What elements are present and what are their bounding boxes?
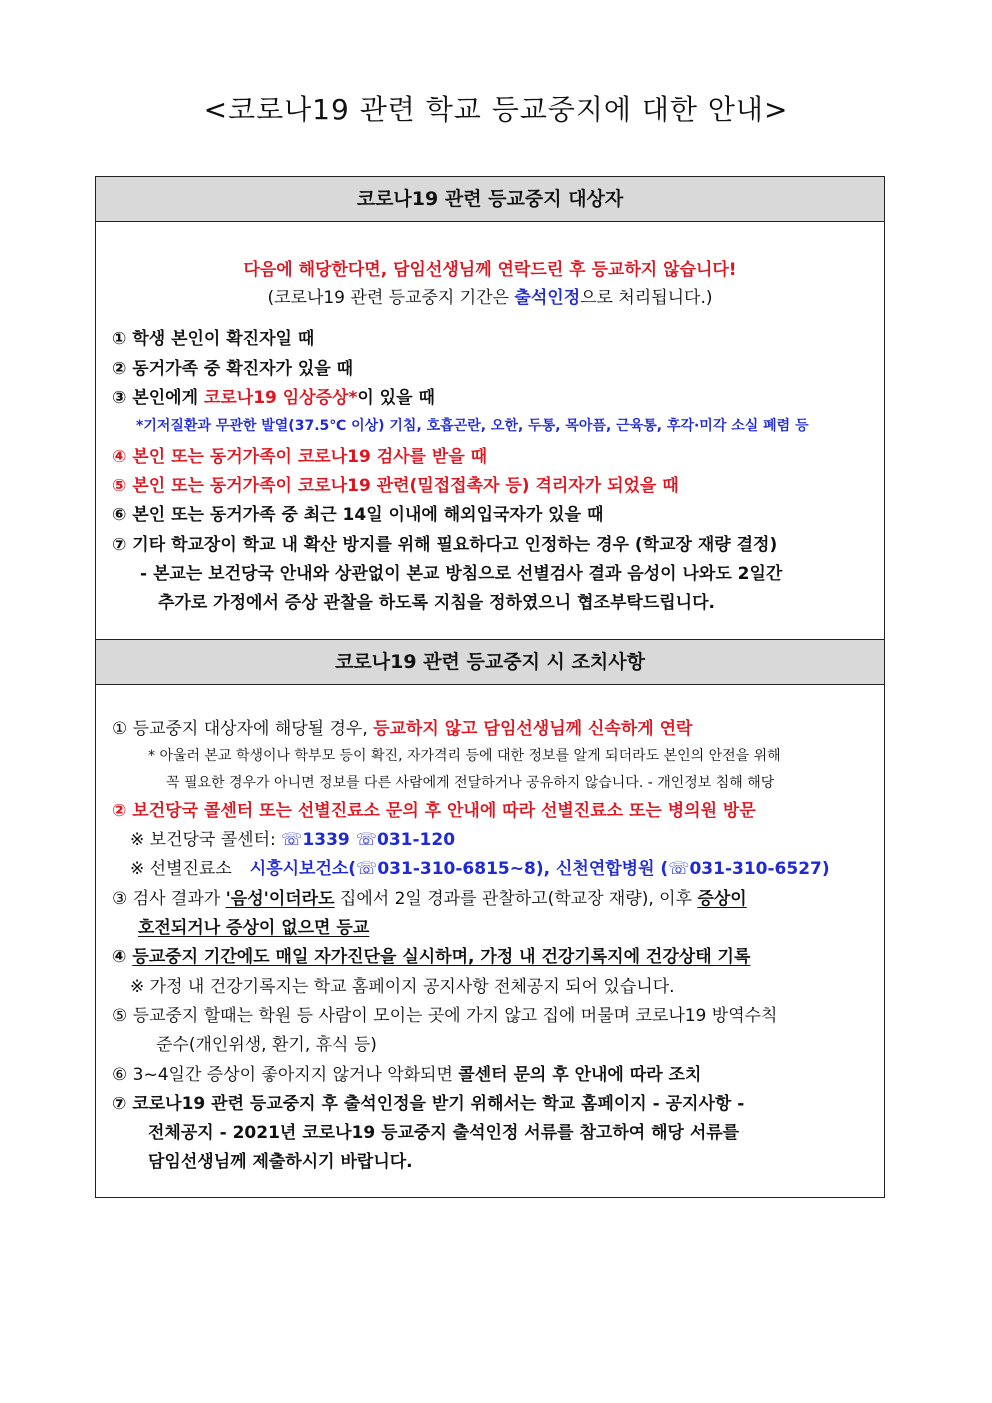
action-item-7: ⑦ 코로나19 관련 등교중지 후 출석인정을 받기 위해서는 학교 홈페이지 - 공지사항 -: [112, 1094, 745, 1114]
negative-highlight: '음성'이더라도: [225, 889, 335, 909]
action-item-3-line2: 호전되거나 증상이 없으면 등교: [138, 918, 370, 938]
action-item-7-line3: 담임선생님께 제출하시기 바랍니다.: [148, 1152, 413, 1172]
clinic-1-number: 031-310-6815~8),: [377, 859, 556, 879]
callcenter-line: ※ 보건당국 콜센터: ☏1339 ☏031-120: [130, 830, 456, 850]
action-item-5-line2: 준수(개인위생, 환기, 휴식 등): [156, 1035, 377, 1055]
target-item-7-sub1: - 본교는 보건당국 안내와 상관없이 본교 방침으로 선별검사 결과 음성이 나와도 2일간: [140, 564, 783, 584]
action-item-3: ③ 검사 결과가 '음성'이더라도 집에서 2일 경과를 관찰하고(학교장 재량), 이후 증상이: [112, 889, 747, 909]
action-item-6: ⑥ 3~4일간 증상이 좋아지지 않거나 악화되면 콜센터 문의 후 안내에 따라 조치: [112, 1065, 702, 1085]
self-check-highlight: 등교중지 기간에도 매일 자가진단을 실시하며, 가정 내 건강기록지에 건강상태 기록: [132, 947, 751, 967]
action-item-5: ⑤ 등교중지 할때는 학원 등 사람이 모이는 곳에 가지 않고 집에 머물며 코로나19 방역수칙: [112, 1006, 778, 1026]
phone-icon: ☏: [281, 830, 303, 850]
target-item-2: ② 동거가족 중 확진자가 있을 때: [112, 359, 354, 379]
clinic-1-name: 시흥시보건소(: [249, 859, 357, 879]
health-record-note: ※ 가정 내 건강기록지는 학교 홈페이지 공지사항 전체공지 되어 있습니다.: [130, 977, 675, 997]
contact-highlight: 등교하지 않고 담임선생님께 신속하게 연락: [373, 719, 693, 739]
symptom-highlight: 코로나19 임상증상*: [203, 388, 358, 408]
section2-header: 코로나19 관련 등교중지 시 조치사항: [96, 639, 884, 685]
callcenter-number-2: 031-120: [377, 830, 456, 850]
target-item-1: ① 학생 본인이 확진자일 때: [112, 329, 315, 349]
clinic-line: ※ 선별진료소 시흥시보건소(☏031-310-6815~8), 신천연합병원 (☏031-310-6527): [130, 859, 830, 879]
section1-warning: 다음에 해당한다면, 담임선생님께 연락드린 후 등교하지 않습니다!: [243, 260, 737, 280]
privacy-note-1: * 아울러 본교 학생이나 학부모 등이 확진, 자가격리 등에 대한 정보를 알게 되더라도 본인의 안전을 위해: [148, 748, 781, 764]
section1-header: 코로나19 관련 등교중지 대상자: [96, 177, 884, 222]
action-item-1: ① 등교중지 대상자에 해당될 경우, 등교하지 않고 담임선생님께 신속하게 연락: [112, 719, 693, 739]
symptom-note: *기저질환과 무관한 발열(37.5℃ 이상) 기침, 호흡곤란, 오한, 두통, 목아픔, 근육통, 후각·미각 소실 폐렴 등: [136, 418, 809, 434]
phone-icon: ☏: [356, 859, 378, 879]
action-item-4: ④ 등교중지 기간에도 매일 자가진단을 실시하며, 가정 내 건강기록지에 건강상태 기록: [112, 947, 751, 967]
target-item-6: ⑥ 본인 또는 동거가족 중 최근 14일 이내에 해외입국자가 있을 때: [112, 505, 604, 525]
notice-box: [95, 176, 885, 1198]
target-item-7-sub2: 추가로 가정에서 증상 관찰을 하도록 지침을 정하였으니 협조부탁드립니다.: [158, 593, 715, 613]
document-title: <코로나19 관련 학교 등교중지에 대한 안내>: [203, 93, 789, 126]
phone-icon: ☏: [668, 859, 690, 879]
section1-note: (코로나19 관련 등교중지 기간은 출석인정으로 처리됩니다.): [267, 288, 713, 308]
callcenter-highlight: 콜센터 문의 후 안내에 따라 조치: [458, 1065, 702, 1085]
action-item-2: ② 보건당국 콜센터 또는 선별진료소 문의 후 안내에 따라 선별진료소 또는 병의원 방문: [112, 801, 756, 821]
target-item-7: ⑦ 기타 학교장이 학교 내 확산 방지를 위해 필요하다고 인정하는 경우 (학교장 재량 결정): [112, 535, 778, 555]
callcenter-number-1: 1339: [302, 830, 350, 850]
symptom-underline: 증상이: [697, 889, 747, 909]
clinic-2-name: 신천연합병원 (: [555, 859, 669, 879]
target-item-4: ④ 본인 또는 동거가족이 코로나19 검사를 받을 때: [112, 447, 488, 467]
target-item-3: ③ 본인에게 코로나19 임상증상*이 있을 때: [112, 388, 435, 408]
attendance-highlight: 출석인정: [514, 288, 581, 308]
target-item-5: ⑤ 본인 또는 동거가족이 코로나19 관련(밀접접촉자 등) 격리자가 되었을 때: [112, 476, 679, 496]
phone-icon: ☏: [355, 830, 377, 850]
action-item-7-line2: 전체공지 - 2021년 코로나19 등교중지 출석인정 서류를 참고하여 해당 서류를: [148, 1123, 740, 1143]
clinic-2-number: 031-310-6527): [689, 859, 830, 879]
privacy-note-2: 꼭 필요한 경우가 아니면 정보를 다른 사람에게 전달하거나 공유하지 않습니다. - 개인정보 침해 해당: [166, 775, 775, 791]
